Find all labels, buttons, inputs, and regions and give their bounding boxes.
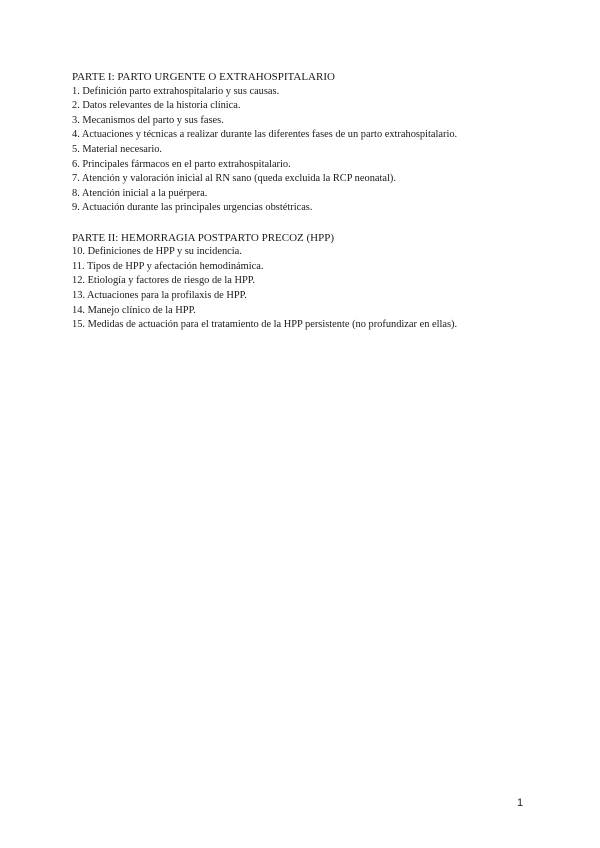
section-title: PARTE I: PARTO URGENTE O EXTRAHOSPITALARIO [72, 71, 335, 83]
list-item: 1. Definición parto extrahospitalario y sus causas. [72, 85, 280, 97]
document-content [72, 70, 542, 333]
list-item: 10. Definiciones de HPP y su incidencia. [72, 246, 242, 258]
list-item: 6. Principales fármacos en el parto extrahospitalario. [72, 158, 291, 170]
list-item: 7. Atención y valoración inicial al RN sano (queda excluida la RCP neonatal). [72, 173, 396, 185]
list-item: 13. Actuaciones para la profilaxis de HPP. [72, 289, 247, 301]
list-item: 2. Datos relevantes de la historia clínica. [72, 100, 241, 112]
list-item: 3. Mecanismos del parto y sus fases. [72, 114, 224, 126]
list-item: 8. Atención inicial a la puérpera. [72, 187, 208, 199]
list-item: 14. Manejo clínico de la HPP. [72, 304, 196, 316]
section-parte-2 [72, 231, 542, 333]
list-item: 11. Tipos de HPP y afectación hemodinámica. [72, 260, 264, 272]
list-item: 12. Etiología y factores de riesgo de la HPP. [72, 275, 255, 287]
list-item: 5. Material necesario. [72, 143, 163, 155]
section-parte-1 [72, 70, 542, 216]
page-number: 1 [517, 797, 524, 809]
list-item: 9. Actuación durante las principales urgencias obstétricas. [72, 202, 313, 214]
section-title: PARTE II: HEMORRAGIA POSTPARTO PRECOZ (HPP) [72, 231, 335, 244]
list-item: 4. Actuaciones y técnicas a realizar durante las diferentes fases de un parto extrahospitalario. [72, 129, 458, 141]
list-item: 15. Medidas de actuación para el tratamiento de la HPP persistente (no profundizar en ellas). [72, 319, 458, 331]
